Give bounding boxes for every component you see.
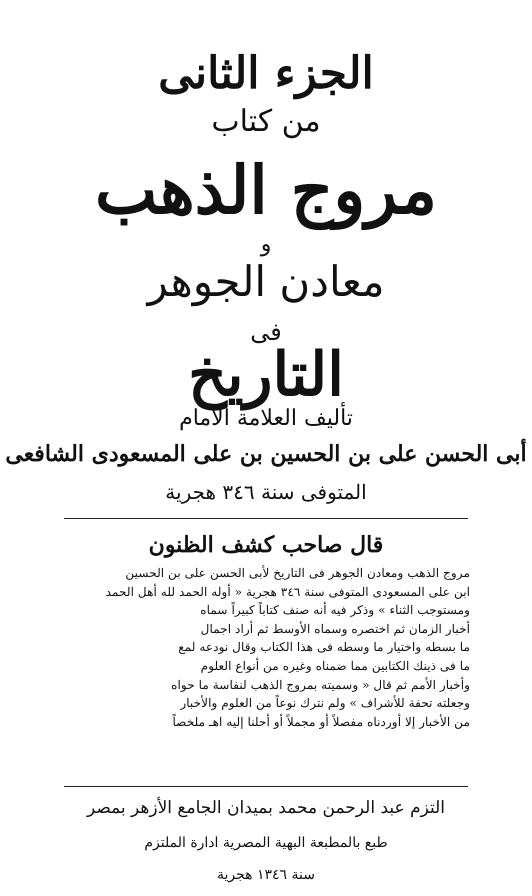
book-title: مروج الذهب — [95, 151, 437, 229]
authorship-line: تأليف العلامة الامام — [179, 406, 353, 431]
publication-year: سنة ١٣٤٦ هجرية — [217, 867, 315, 883]
author-name: أبى الحسن على بن الحسين بن على المسعودى الشافعى — [5, 441, 527, 467]
author-death-date: المتوفى سنة ٣٤٦ هجرية — [165, 480, 367, 504]
quote-line: ابن على المسعودى المتوفى سنة ٣٤٦ هجرية « أوله الحمد لله أهل الحمد — [105, 584, 470, 599]
quote-line: من الأخبار إلا أوردناه مفصلاً أو مجملاً أو أحلنا إليه اهـ ملخصاً — [172, 714, 470, 729]
title-preposition: فى — [250, 318, 282, 346]
quote-line: ومستوجب الثناء » وذكر فيه أنه صنف كتاباً كبيراً سماه — [200, 603, 470, 618]
book-subject: التاريخ — [188, 340, 344, 410]
quote-line: وجعلته تحفة للأشراف » ولم نترك نوعاً من العلوم والأخبار — [180, 696, 470, 711]
quote-line: ما فى ذينك الكتابين مما ضمناه وغيره من أنواع العلوم — [200, 658, 470, 673]
quote-line: وأخبار الأمم ثم قال « وسميته بمروج الذهب لنفاسة ما حواه — [171, 677, 470, 692]
quote-block — [66, 564, 470, 731]
quote-line: أخبار الزمان ثم اختصره وسماه الأوسط ثم أراد اجمال — [200, 621, 470, 636]
printer-line: طبع بالمطبعة البهية المصرية ادارة الملتزم — [144, 835, 388, 851]
quote-line: مروج الذهب ومعادن الجوهر فى التاريخ لأبى الحسن على بن الحسين — [125, 566, 470, 580]
quote-line: ما بسطه واختيار ما وسطه فى هذا الكتاب وقال نودعه لمع — [178, 640, 470, 655]
volume-title: الجزء الثانى — [158, 48, 374, 99]
quote-heading: قال صاحب كشف الظنون — [148, 532, 384, 558]
title-conjunction: و — [260, 232, 272, 257]
book-subtitle: معادن الجوهر — [147, 257, 385, 306]
top-divider — [64, 518, 468, 519]
from-book-label: من كتاب — [211, 104, 321, 139]
publisher-line: التزم عبد الرحمن محمد بميدان الجامع الأزهر بمصر — [86, 798, 446, 818]
bottom-divider — [64, 786, 468, 787]
